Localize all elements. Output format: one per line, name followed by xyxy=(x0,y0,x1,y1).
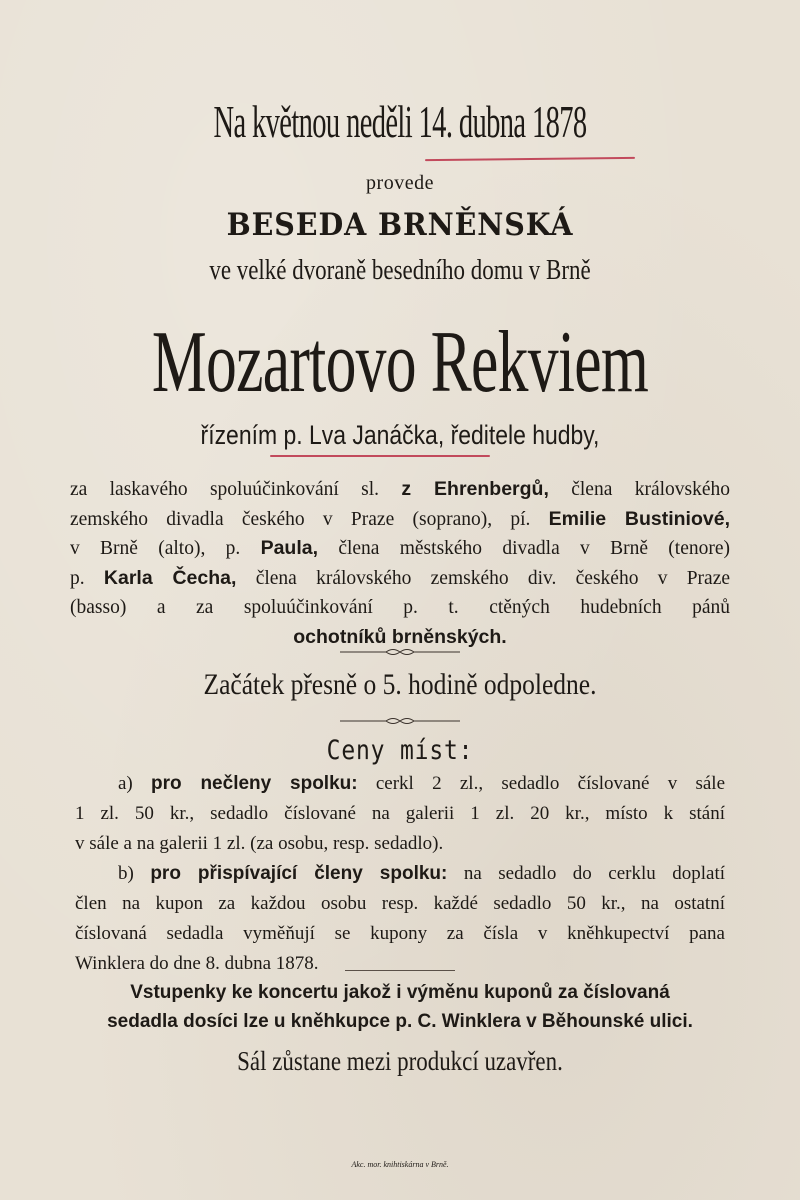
conductor-line: řízením p. Lva Janáčka, ředitele hudby, xyxy=(200,420,600,450)
performer-name: Karla Čecha, xyxy=(103,566,237,589)
text-span: člena královského zemského div. českého v Praze xyxy=(255,567,731,589)
text-span: člena městského divadla v Brně (tenore) xyxy=(338,538,730,559)
provede-text: provede xyxy=(366,172,434,194)
performers-paragraph xyxy=(70,475,730,652)
text-span: člena královského xyxy=(571,479,731,500)
notice-line-1: Vstupenky ke koncertu jakož i výměnu kuponů za číslovaná xyxy=(130,982,670,1003)
printer-imprint: Akc. mor. knihtiskárna v Brně. xyxy=(351,1160,449,1169)
text-span: p. xyxy=(70,567,85,589)
organization-name: BESEDA BRNĚNSKÁ xyxy=(226,207,574,243)
prices-section xyxy=(75,769,725,979)
price-b-line-3: číslovaná sedadla vyměňují se kupony za čísla v kněhkupectví pana xyxy=(75,923,725,944)
text-span: na sedadlo do cerklu doplatí xyxy=(463,863,726,884)
price-b-line-4: Winklera do dne 8. dubna 1878. xyxy=(75,953,319,974)
ornament-divider-2 xyxy=(340,716,460,726)
ornament-divider-1 xyxy=(340,647,460,657)
performers-line-3 xyxy=(70,534,730,564)
venue-text: ve velké dvoraně besedního domu v Brně xyxy=(209,255,591,286)
category-label: pro přispívající členy spolku: xyxy=(150,863,448,884)
notice-line-2: sedadla dosíci lze u kněhkupce p. C. Winklera v Běhounské ulici. xyxy=(107,1011,693,1032)
separator-line xyxy=(345,970,455,971)
price-a-line-2: 1 zl. 50 kr., sedadlo číslované na galerii 1 zl. 20 kr., místo k stání xyxy=(75,803,725,824)
concert-title: Mozartovo Rekviem xyxy=(151,314,649,411)
conductor-red-underline xyxy=(270,455,490,457)
prices-heading: Ceny míst: xyxy=(326,735,474,766)
performers-line-5: (basso) a za spoluúčinkování p. t. ctěných hudebních pánů xyxy=(70,597,730,618)
performers-line-4 xyxy=(70,564,730,594)
price-a-line-3: v sále a na galerii 1 zl. (za osobu, resp. sedadlo). xyxy=(75,833,444,854)
performers-line-2 xyxy=(70,505,730,535)
closing-note: Sál zůstane mezi produkcí uzavřen. xyxy=(237,1046,563,1076)
ticket-notice xyxy=(60,978,740,1036)
price-a-line-1 xyxy=(75,769,725,799)
performers-line-6: ochotníků brněnských. xyxy=(293,625,507,648)
category-label: pro nečleny spolku: xyxy=(151,773,358,794)
start-time: Začátek přesně o 5. hodině odpoledne. xyxy=(203,668,597,701)
price-b-line-1 xyxy=(75,859,725,889)
performers-line-1 xyxy=(70,475,730,505)
text-span: za laskavého spoluúčinkování sl. xyxy=(70,479,380,500)
performer-name: Paula, xyxy=(260,537,319,559)
headline-red-underline xyxy=(425,157,635,161)
headline: Na květnou neděli 14. dubna 1878 xyxy=(213,96,587,147)
text-span: zemského divadla českého v Praze (soprano), pí. xyxy=(70,508,531,530)
item-label: a) xyxy=(118,773,133,794)
text-span: v Brně (alto), p. xyxy=(70,538,241,559)
price-b-line-2: člen na kupon za každou osobu resp. každé sedadlo 50 kr., na ostatní xyxy=(75,893,725,914)
performer-name: Emilie Bustiniové, xyxy=(548,507,730,530)
item-label: b) xyxy=(118,863,134,884)
text-span: cerkl 2 zl., sedadlo číslované v sále xyxy=(375,773,726,794)
performer-name: z Ehrenbergů, xyxy=(401,478,549,500)
